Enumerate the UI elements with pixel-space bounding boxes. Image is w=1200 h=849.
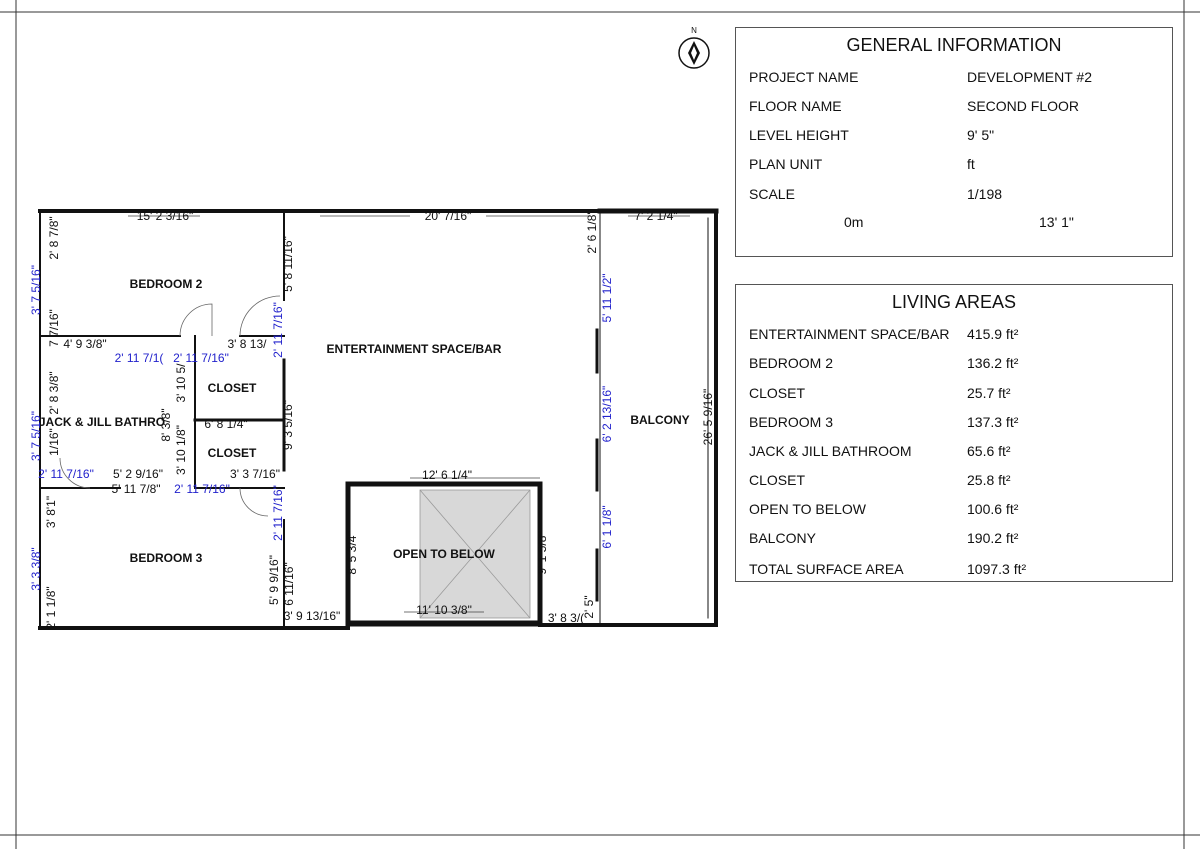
area-label: BALCONY: [749, 530, 816, 546]
dimension-label: 3' 9 13/16": [283, 609, 341, 623]
general-information-title: GENERAL INFORMATION: [846, 35, 1062, 55]
dimension-label: 8' 3/8": [159, 408, 173, 442]
dimension-label: 12' 6 1/4": [422, 468, 472, 482]
dimension-label: 8' 5 3/4": [345, 531, 359, 575]
dimension-label: 5' 11 7/8": [111, 482, 161, 496]
dimension-label: 2' 11 7/16": [173, 351, 229, 365]
dimension-label: 2' 6 1/8": [585, 210, 599, 254]
area-value: 190.2 ft²: [967, 530, 1019, 546]
info-label: SCALE: [749, 186, 795, 202]
dimension-label: 1/16": [47, 428, 61, 456]
info-label: LEVEL HEIGHT: [749, 127, 849, 143]
dimension-label: 2' 8 3/8": [47, 371, 61, 415]
dimension-label: 6' 8 1/4": [204, 417, 248, 431]
door-swings: [60, 296, 280, 516]
living-areas-panel: [735, 284, 1173, 582]
info-label: PLAN UNIT: [749, 156, 823, 172]
dimension-label: 3' 8 3/(: [547, 611, 585, 625]
dimension-label: 15' 2 3/16": [136, 209, 194, 223]
compass-north-label: N: [691, 26, 697, 35]
info-label: FLOOR NAME: [749, 98, 842, 114]
general-information-panel: [735, 27, 1173, 257]
area-value: 137.3 ft²: [967, 414, 1019, 430]
living-areas-title: LIVING AREAS: [891, 292, 1017, 312]
dimension-label: 5' 9 9/16": [267, 555, 281, 605]
info-label: PROJECT NAME: [749, 69, 859, 85]
area-label: OPEN TO BELOW: [749, 501, 866, 517]
room-label-open-to-below: OPEN TO BELOW: [393, 547, 495, 561]
dimension-label: 7' 2 1/4": [634, 209, 678, 223]
area-label: CLOSET: [749, 472, 806, 488]
dimension-label: 3' 7 5/16": [29, 265, 43, 315]
dimension-label: 2' 1 1/8": [44, 586, 58, 630]
dimension-label: 3' 10 5/: [174, 363, 188, 403]
dimension-label: 2' 11 7/16": [271, 485, 285, 541]
info-value: 9' 5": [967, 127, 995, 143]
dimension-label: 3' 3 3/8": [29, 547, 43, 591]
area-label: TOTAL SURFACE AREA: [749, 561, 904, 577]
room-label-entertainment: ENTERTAINMENT SPACE/BAR: [326, 342, 502, 356]
dimension-label: 3' 8'1": [44, 495, 58, 529]
room-label-balcony: BALCONY: [630, 413, 690, 427]
dimension-label: 20' 7/16": [424, 209, 472, 223]
room-labels: [39, 277, 690, 565]
area-value: 136.2 ft²: [967, 355, 1019, 371]
room-label-bedroom-3: BEDROOM 3: [129, 551, 203, 565]
area-value: 25.8 ft²: [967, 472, 1011, 488]
dimension-label: 9' 3 5/16": [281, 400, 295, 450]
area-value: 1097.3 ft²: [967, 561, 1027, 577]
area-value: 25.7 ft²: [967, 385, 1011, 401]
info-value: ft: [967, 156, 975, 172]
area-label: ENTERTAINMENT SPACE/BAR: [749, 326, 950, 342]
dimension-label: 2' 11 7/16": [38, 467, 94, 481]
dimension-label: 3' 3 7/16": [230, 467, 280, 481]
dimension-label: 5' 11 1/2": [600, 273, 614, 323]
dimension-label: 2' 11 7/1(: [114, 351, 164, 365]
dimension-label: 2' 8 7/8": [47, 216, 61, 260]
dimension-label: 3' 7 5/16": [29, 411, 43, 461]
dimension-label: 5' 8 11/16": [281, 236, 295, 292]
scale-bar-end-label: 13' 1": [1039, 214, 1074, 230]
dimension-label: 9' 1 5/8": [535, 531, 549, 575]
dimension-label: 6 11/16": [282, 562, 296, 606]
room-label-jack-jill: JACK & JILL BATHRO: [38, 415, 166, 429]
dimension-label: 26' 5 9/16": [701, 388, 715, 446]
area-label: BEDROOM 3: [749, 414, 834, 430]
dimension-label: 6' 1 1/8": [600, 505, 614, 549]
area-value: 65.6 ft²: [967, 443, 1011, 459]
info-value: SECOND FLOOR: [967, 98, 1080, 114]
dimension-label: 5' 2 9/16": [113, 467, 163, 481]
dimension-label: 11' 10 3/8": [416, 603, 472, 617]
dimension-label: 2' 5": [582, 595, 596, 619]
dimension-label: 6' 2 13/16": [600, 385, 614, 443]
dimension-label: 2' 11 7/16": [174, 482, 230, 496]
dimension-label: 2' 11 7/16": [271, 302, 285, 358]
room-label-bedroom-2: BEDROOM 2: [129, 277, 203, 291]
area-value: 100.6 ft²: [967, 501, 1019, 517]
dimension-label: 3' 8 13/: [227, 337, 267, 351]
dimension-label: 7 7/16": [47, 309, 61, 347]
area-label: JACK & JILL BATHROOM: [749, 443, 912, 459]
room-label-closet-1: CLOSET: [207, 381, 257, 395]
area-label: CLOSET: [749, 385, 806, 401]
dimension-label: 4' 9 3/8": [63, 337, 107, 351]
room-label-closet-2: CLOSET: [207, 446, 257, 460]
info-value: DEVELOPMENT #2: [967, 69, 1093, 85]
dimension-label: 3' 10 1/8": [174, 425, 188, 475]
north-arrow-icon: [679, 26, 709, 68]
scale-bar-start-label: 0m: [844, 214, 864, 230]
area-label: BEDROOM 2: [749, 355, 834, 371]
area-value: 415.9 ft²: [967, 326, 1019, 342]
info-value: 1/198: [967, 186, 1003, 202]
